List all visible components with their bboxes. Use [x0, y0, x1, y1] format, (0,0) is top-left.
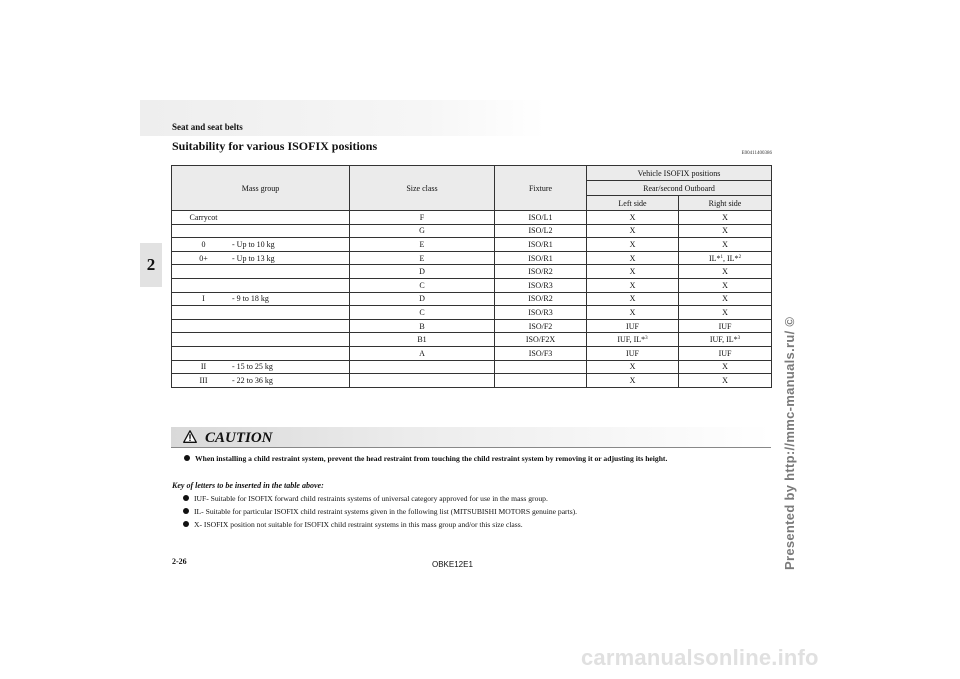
fixture-cell: ISO/R1 [495, 251, 587, 265]
fixture-cell: ISO/F2 [495, 319, 587, 333]
size-class-cell: D [350, 292, 495, 306]
table-row [172, 224, 772, 238]
mass-group-label: 0+ [199, 253, 208, 263]
size-class-cell: D [350, 265, 495, 279]
left-side-cell: X [587, 306, 679, 320]
mass-cell [172, 374, 350, 388]
caution-divider [171, 447, 771, 448]
bullet-icon [183, 495, 189, 501]
mass-weight-label: - 15 to 25 kg [232, 362, 273, 372]
chapter-tab: 2 [140, 243, 162, 287]
document-code: OBKE12E1 [432, 560, 473, 569]
right-side-cell: X [679, 278, 772, 292]
isofix-table [171, 165, 772, 388]
mass-group-label: Carrycot [189, 212, 218, 222]
left-side-cell: X [587, 251, 679, 265]
table-row [172, 306, 772, 320]
table-row [172, 360, 772, 374]
key-heading: Key of letters to be inserted in the table above: [172, 481, 324, 490]
right-side-cell: X [679, 224, 772, 238]
size-class-cell: C [350, 306, 495, 320]
mass-weight-label: - Up to 10 kg [232, 239, 275, 249]
table-row [172, 238, 772, 252]
size-class-cell: G [350, 224, 495, 238]
header-rear-outboard: Rear/second Outboard [587, 181, 772, 196]
fixture-cell: ISO/L2 [495, 224, 587, 238]
mass-cell [172, 238, 350, 252]
right-side-cell: IUF, IL*$^3$ [679, 333, 772, 347]
header-right-side: Right side [679, 196, 772, 211]
mass-cell [172, 360, 350, 374]
fixture-cell: ISO/L1 [495, 211, 587, 225]
size-class-cell: F [350, 211, 495, 225]
right-side-cell: X [679, 360, 772, 374]
side-watermark: Presented by http://mmc-manuals.ru/ © [782, 316, 797, 570]
left-side-cell: X [587, 211, 679, 225]
right-side-cell: IL*$^1$, IL*$^2$ [679, 251, 772, 265]
mass-group-label: II [200, 362, 207, 372]
mass-cell [172, 319, 350, 333]
mass-cell [172, 346, 350, 360]
left-side-cell: X [587, 265, 679, 279]
mass-cell [172, 306, 350, 320]
header-vehicle-positions: Vehicle ISOFIX positions [587, 166, 772, 181]
header-mass-group: Mass group [172, 166, 350, 211]
reference-code: E00411400386 [741, 151, 772, 156]
left-side-cell: X [587, 374, 679, 388]
bullet-icon [184, 455, 190, 461]
mass-group-label: I [202, 294, 205, 304]
mass-cell [172, 265, 350, 279]
table-row [172, 374, 772, 388]
size-class-cell: E [350, 251, 495, 265]
table-row [172, 333, 772, 347]
fixture-cell: ISO/F2X [495, 333, 587, 347]
mass-group-label: 0 [201, 239, 206, 249]
list-item: IUF- Suitable for ISOFIX forward child restraints systems of universal category approved for use in the mass group. [183, 492, 577, 505]
bullet-icon [183, 508, 189, 514]
table-row [172, 319, 772, 333]
caution-text: When installing a child restraint system, prevent the head restraint from touching the child restraint system by removing it or adjusting its height. [184, 454, 667, 463]
table-row [172, 211, 772, 225]
size-class-cell: E [350, 238, 495, 252]
right-side-cell: X [679, 374, 772, 388]
right-side-cell: X [679, 238, 772, 252]
mass-group-label: III [199, 375, 208, 385]
bullet-icon [183, 521, 189, 527]
warning-triangle-icon [183, 430, 197, 443]
left-side-cell: X [587, 292, 679, 306]
mass-cell [172, 333, 350, 347]
fixture-cell: ISO/F3 [495, 346, 587, 360]
mass-cell [172, 211, 350, 225]
key-list [183, 492, 577, 531]
right-side-cell: IUF [679, 346, 772, 360]
header-left-side: Left side [587, 196, 679, 211]
right-side-cell: X [679, 292, 772, 306]
mass-cell [172, 224, 350, 238]
table-row [172, 251, 772, 265]
mass-weight-label: - Up to 13 kg [232, 253, 275, 263]
mass-weight-label: - 22 to 36 kg [232, 375, 273, 385]
fixture-cell: ISO/R2 [495, 265, 587, 279]
left-side-cell: X [587, 238, 679, 252]
left-side-cell: IUF [587, 319, 679, 333]
fixture-cell: ISO/R2 [495, 292, 587, 306]
size-class-cell: C [350, 278, 495, 292]
mass-cell [172, 292, 350, 306]
table-row [172, 278, 772, 292]
fixture-cell [495, 374, 587, 388]
size-class-cell [350, 360, 495, 374]
right-side-cell: X [679, 306, 772, 320]
size-class-cell: A [350, 346, 495, 360]
size-class-cell: B [350, 319, 495, 333]
page-title: Suitability for various ISOFIX positions [172, 139, 378, 153]
left-side-cell: X [587, 360, 679, 374]
table-row [172, 292, 772, 306]
fixture-cell: ISO/R3 [495, 306, 587, 320]
list-item: IL- Suitable for particular ISOFIX child restraint systems given in the following list (MITSUBISHI MOTORS genuine parts). [183, 505, 577, 518]
fixture-cell: ISO/R1 [495, 238, 587, 252]
header-fixture: Fixture [495, 166, 587, 211]
left-side-cell: IUF, IL*$^3$ [587, 333, 679, 347]
header-size-class: Size class [350, 166, 495, 211]
left-side-cell: X [587, 278, 679, 292]
left-side-cell: IUF [587, 346, 679, 360]
mass-cell [172, 251, 350, 265]
right-side-cell: X [679, 265, 772, 279]
bottom-watermark: carmanualsonline.info [581, 645, 819, 670]
size-class-cell [350, 374, 495, 388]
right-side-cell: IUF [679, 319, 772, 333]
fixture-cell [495, 360, 587, 374]
page-number: 2-26 [172, 557, 187, 566]
table-row [172, 346, 772, 360]
mass-cell [172, 278, 350, 292]
table-row [172, 265, 772, 279]
mass-weight-label: - 9 to 18 kg [232, 294, 269, 304]
caution-title: CAUTION [205, 430, 273, 446]
left-side-cell: X [587, 224, 679, 238]
size-class-cell: B1 [350, 333, 495, 347]
fixture-cell: ISO/R3 [495, 278, 587, 292]
list-item: X- ISOFIX position not suitable for ISOFIX child restraint systems in this mass group and/or this size class. [183, 518, 577, 531]
right-side-cell: X [679, 211, 772, 225]
section-label: Seat and seat belts [172, 122, 243, 132]
